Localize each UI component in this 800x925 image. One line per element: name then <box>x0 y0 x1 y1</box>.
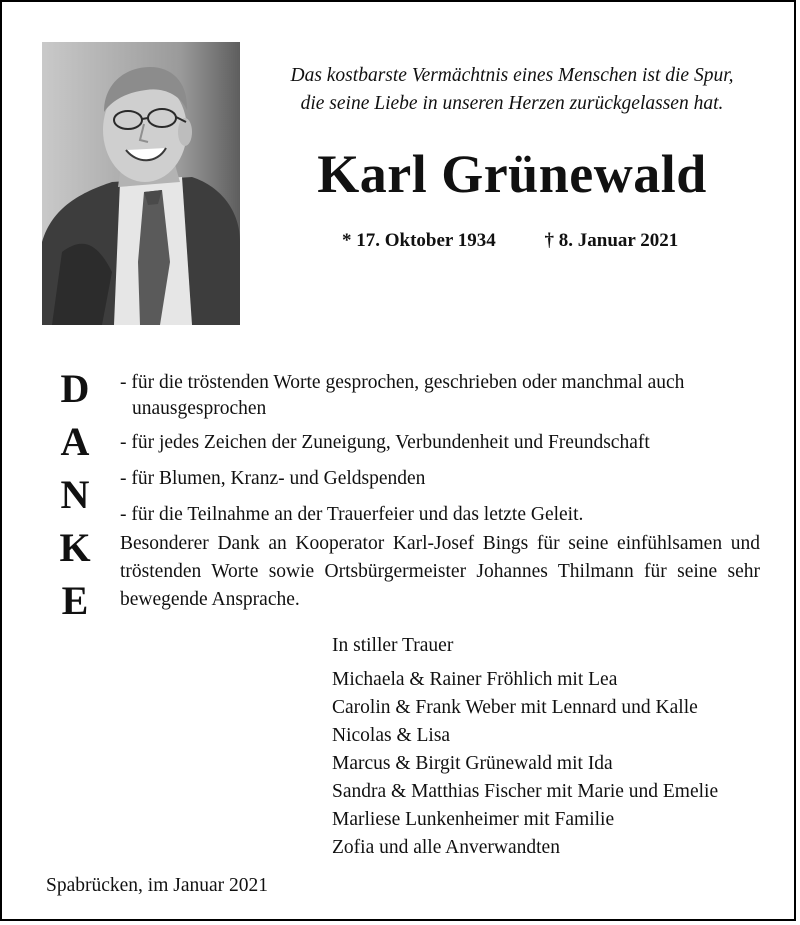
place-and-date: Spabrücken, im Januar 2021 <box>46 875 269 896</box>
mourner-name: Nicolas & Lisa <box>332 725 451 746</box>
portrait-photo <box>42 42 240 325</box>
motto-quote <box>262 62 762 118</box>
thanks-item <box>120 368 770 422</box>
thanks-item: - für jedes Zeichen der Zuneigung, Verbundenheit und Freundschaft <box>120 432 650 453</box>
danke-letter: E <box>61 578 89 623</box>
danke-vertical-word <box>58 362 92 627</box>
motto-line-1: Das kostbarste Vermächtnis eines Menschen ist die Spur, <box>290 65 734 86</box>
mourner-name: Zofia und alle Anverwandten <box>332 837 560 858</box>
mourner-name: Michaela & Rainer Fröhlich mit Lea <box>332 669 618 690</box>
thanks-list <box>120 368 770 536</box>
danke-letter: K <box>59 525 91 570</box>
mourner-name: Carolin & Frank Weber mit Lennard und Kalle <box>332 697 698 718</box>
death-date: † 8. Januar 2021 <box>544 230 679 251</box>
mourners-block <box>332 632 772 862</box>
motto-line-2: die seine Liebe in unseren Herzen zurückgelassen hat. <box>300 93 724 114</box>
special-thanks-paragraph: Besonderer Dank an Kooperator Karl-Josef Bings für seine einfühlsamen und tröstenden Worte sowie Ortsbürgermeister Johannes Thilmann für seine sehr bewegende Ansprache. <box>120 533 760 610</box>
danke-letter: N <box>60 472 90 517</box>
mourner-name: Marliese Lunkenheimer mit Familie <box>332 809 615 830</box>
mourner-name: Marcus & Birgit Grünewald mit Ida <box>332 753 613 774</box>
birth-date: * 17. Oktober 1934 <box>342 230 496 251</box>
deceased-name: Karl Grünewald <box>317 144 707 204</box>
mourning-intro: In stiller Trauer <box>332 635 454 656</box>
thanks-item-text: - für die tröstenden Worte gesprochen, geschrieben oder manchmal auch <box>120 372 685 393</box>
thanks-item: - für die Teilnahme an der Trauerfeier und das letzte Geleit. <box>120 504 584 525</box>
life-dates <box>342 228 678 254</box>
thanks-item-continuation: unausgesprochen <box>132 398 267 419</box>
danke-letter: A <box>60 419 90 464</box>
danke-letter: D <box>60 366 90 411</box>
thanks-item: - für Blumen, Kranz- und Geldspenden <box>120 468 426 489</box>
mourner-name: Sandra & Matthias Fischer mit Marie und Emelie <box>332 781 719 802</box>
